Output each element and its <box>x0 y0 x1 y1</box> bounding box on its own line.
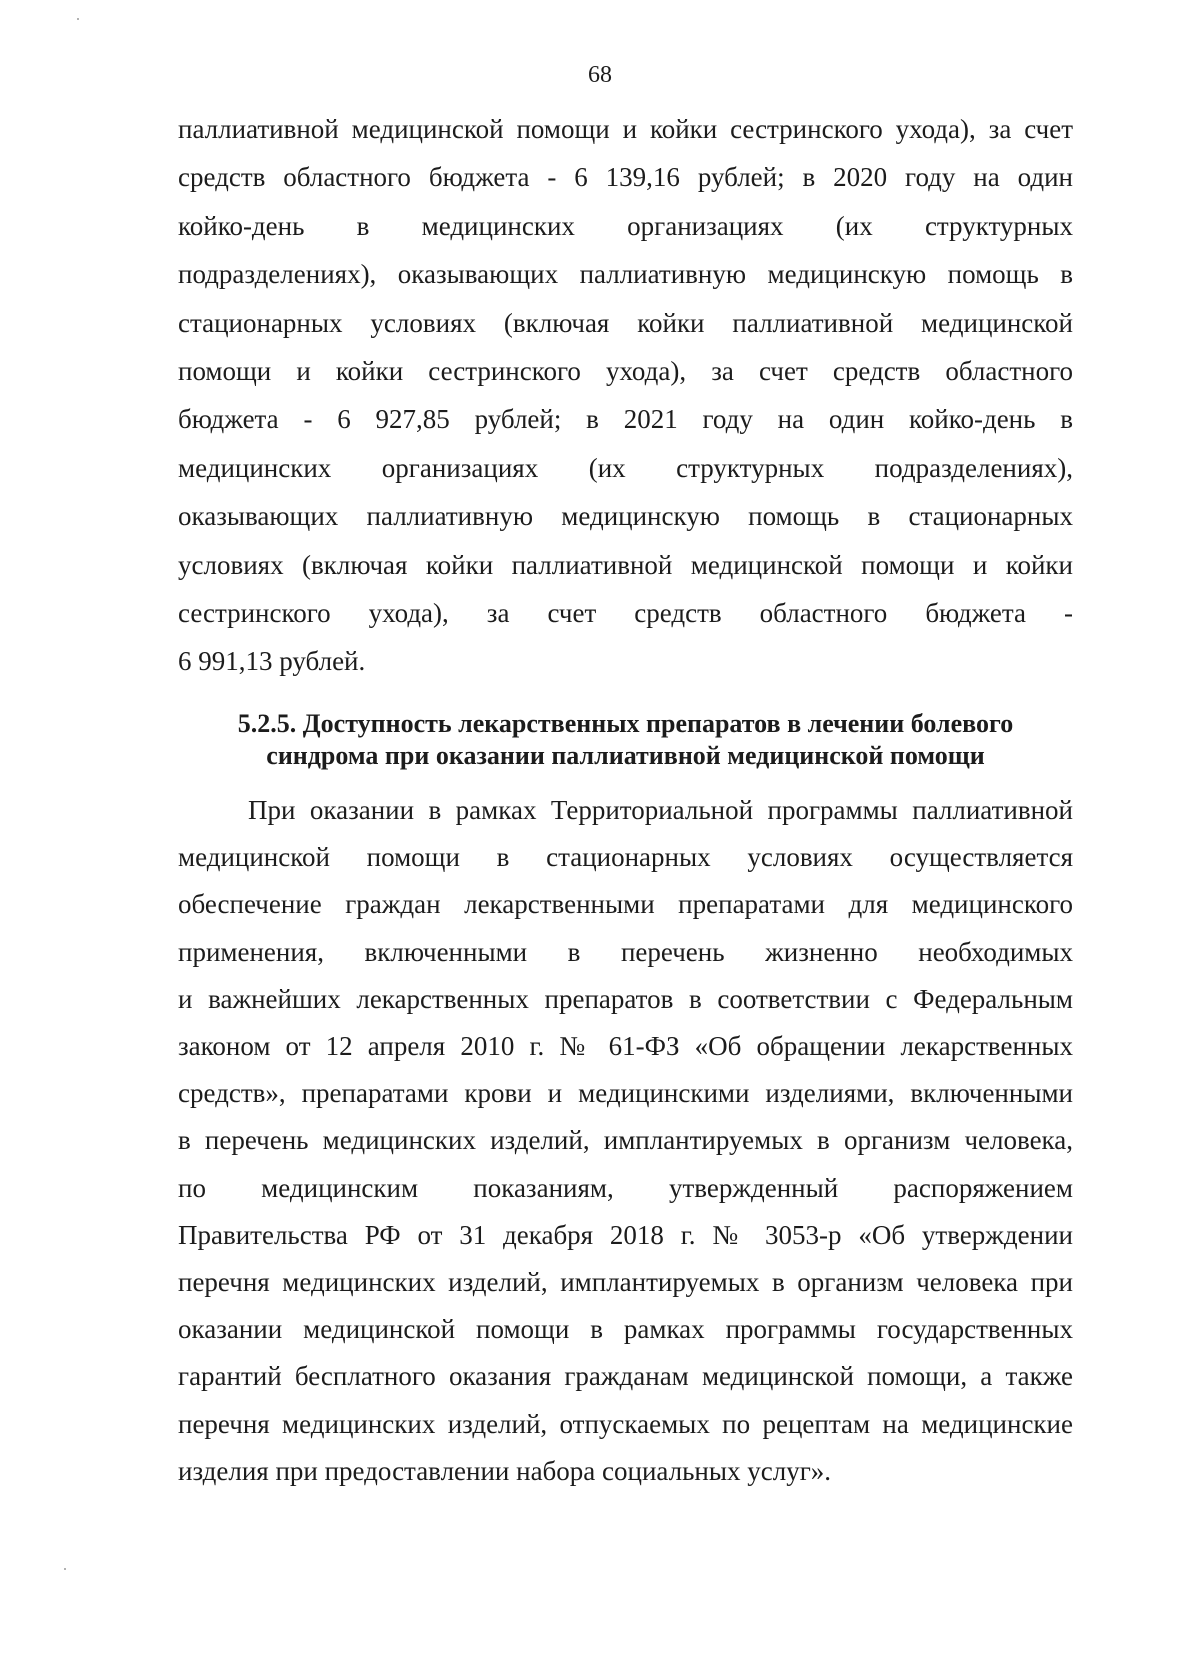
text-line: перечня медицинских изделий, отпускаемых по рецептам на медицинские <box>178 1408 1073 1439</box>
section-heading <box>178 708 1073 772</box>
text-line: помощи и койки сестринского ухода), за счет средств областного <box>178 356 1073 387</box>
text-line: и важнейших лекарственных препаратов в соответствии с Федеральным <box>178 983 1073 1014</box>
section-paragraph <box>178 787 1073 1495</box>
text-line: сестринского ухода), за счет средств областного бюджета - <box>178 598 1073 629</box>
text-line: средств областного бюджета - 6 139,16 рублей; в 2020 году на один <box>178 162 1073 193</box>
heading-line: 5.2.5. Доступность лекарственных препаратов в лечении болевого <box>237 709 1014 738</box>
text-line: паллиативной медицинской помощи и койки сестринского ухода), за счет <box>178 114 1073 144</box>
text-line: Правительства РФ от 31 декабря 2018 г. № 3053-р «Об утверждении <box>178 1219 1073 1250</box>
text-line: медицинских организациях (их структурных подразделениях), <box>178 452 1073 483</box>
text-line: койко-день в медицинских организациях (их структурных <box>178 210 1073 241</box>
text-line: изделия при предоставлении набора социальных услуг». <box>178 1455 832 1486</box>
text-line: обеспечение граждан лекарственными препаратами для медицинского <box>178 889 1073 920</box>
heading-line: синдрома при оказании паллиативной медицинской помощи <box>266 741 985 770</box>
text-line: гарантий бесплатного оказания гражданам медицинской помощи, а также <box>178 1361 1073 1392</box>
text-line: в перечень медицинских изделий, имплантируемых в организм человека, <box>178 1125 1073 1156</box>
text-line: условиях (включая койки паллиативной медицинской помощи и койки <box>178 549 1073 580</box>
page-number: 68 <box>588 62 612 88</box>
text-line: применения, включенными в перечень жизненно необходимых <box>178 936 1073 967</box>
text-line: стационарных условиях (включая койки паллиативной медицинской <box>178 307 1073 338</box>
scan-speck <box>64 1568 66 1570</box>
text-line: медицинской помощи в стационарных условиях осуществляется <box>178 842 1073 873</box>
text-line: 6 991,13 рублей. <box>178 646 366 677</box>
text-line: оказании медицинской помощи в рамках программы государственных <box>178 1314 1073 1345</box>
text-line: При оказании в рамках Территориальной программы паллиативной <box>248 795 1073 825</box>
text-line: оказывающих паллиативную медицинскую помощь в стационарных <box>178 501 1073 532</box>
scan-speck <box>77 18 79 20</box>
text-line: законом от 12 апреля 2010 г. № 61-ФЗ «Об обращении лекарственных <box>178 1031 1073 1062</box>
text-line: подразделениях), оказывающих паллиативную медицинскую помощь в <box>178 259 1073 290</box>
paragraph-continuation <box>178 105 1073 686</box>
text-line: средств», препаратами крови и медицинскими изделиями, включенными <box>178 1078 1073 1109</box>
text-line: перечня медицинских изделий, имплантируемых в организм человека при <box>178 1267 1073 1298</box>
text-line: бюджета - 6 927,85 рублей; в 2021 году на один койко-день в <box>178 404 1073 435</box>
text-line: по медицинским показаниям, утвержденный распоряжением <box>178 1172 1073 1203</box>
